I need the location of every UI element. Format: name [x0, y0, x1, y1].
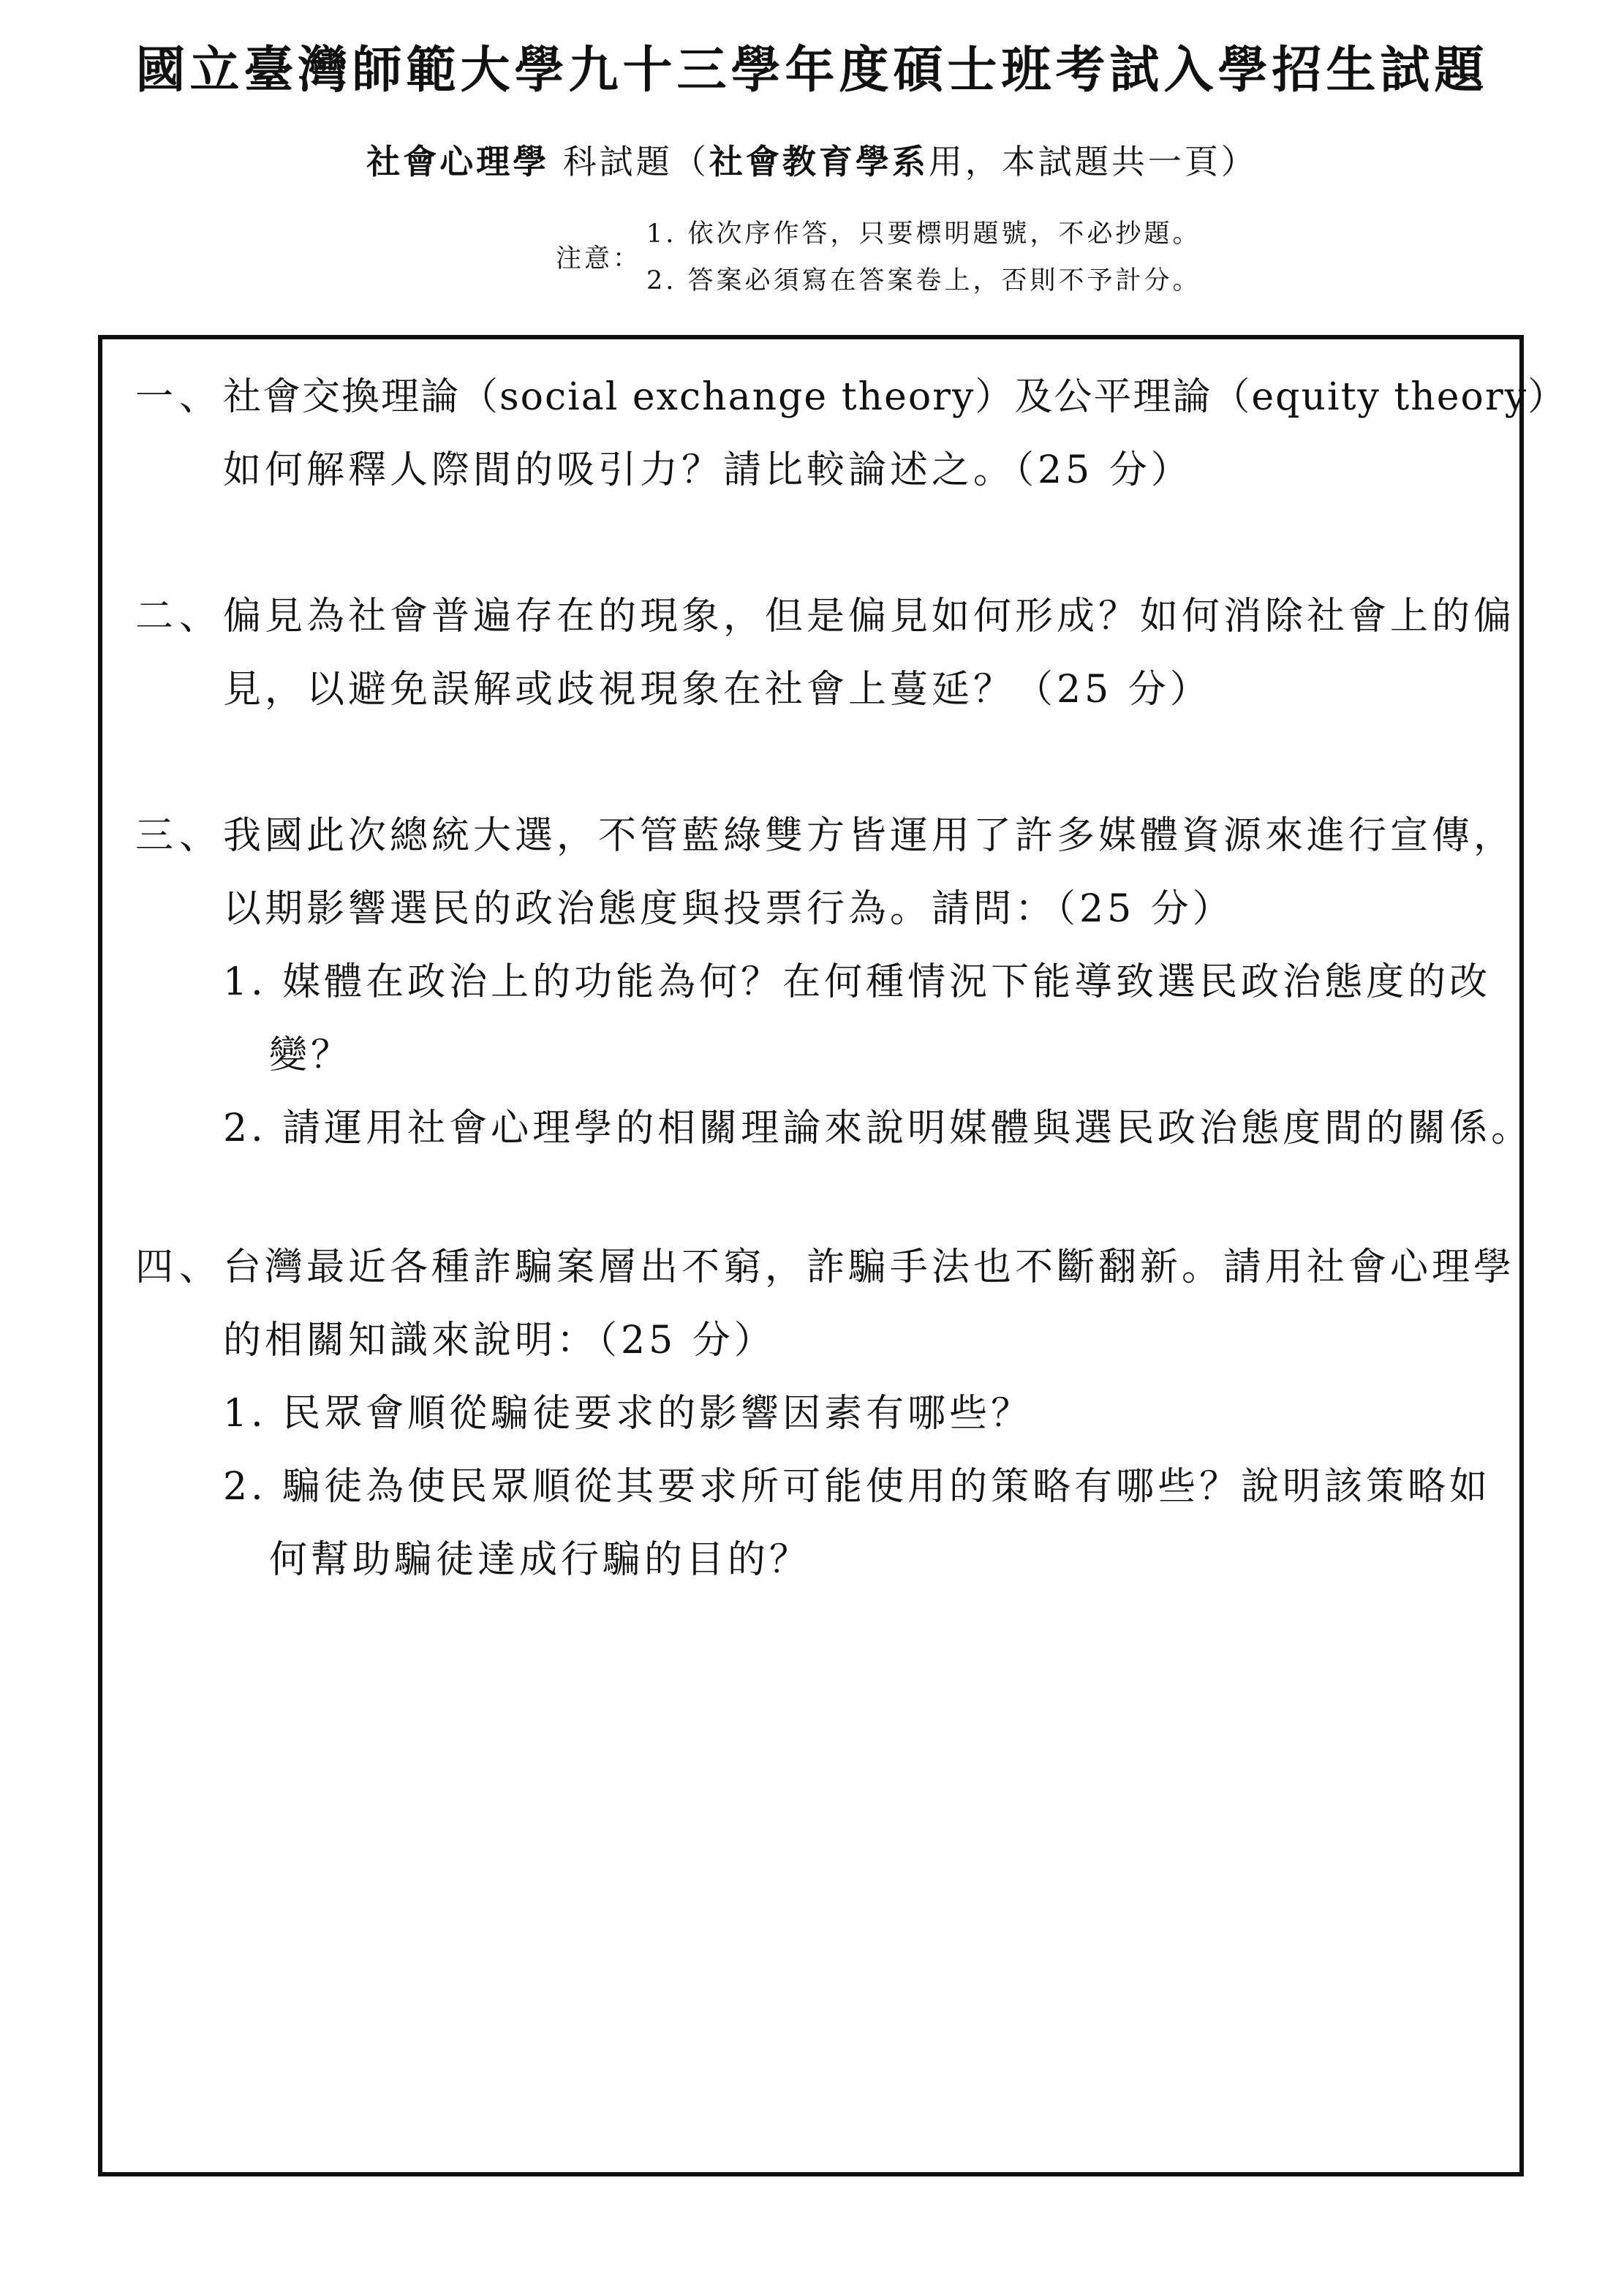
question-3-number: 三、: [135, 814, 224, 858]
question-1-line-1: 社會交換理論（social exchange theory）及公平理論（equity theory）: [223, 375, 1568, 419]
question-1-number: 一、: [135, 375, 224, 419]
question-4-subitem-2-line-1: 2. 騙徒為使民眾順從其要求所可能使用的策略有哪些？說明該策略如: [223, 1465, 1492, 1509]
department-name: 社會教育學系: [709, 142, 929, 181]
question-3-subitem-2-line-1: 2. 請運用社會心理學的相關理論來說明媒體與選民政治態度間的關係。: [223, 1107, 1533, 1150]
question-1-line-2: 如何解釋人際間的吸引力？請比較論述之。（25 分）: [223, 448, 1193, 492]
department-suffix: 用，本試題共一頁）: [928, 142, 1258, 181]
question-4-subitem-1-line-1: 1. 民眾會順從騙徒要求的影響因素有哪些？: [223, 1392, 1033, 1436]
question-3-line-1: 我國此次總統大選，不管藍綠雙方皆運用了許多媒體資源來進行宣傳，: [223, 814, 1516, 858]
exam-title: 國立臺灣師範大學九十三學年度碩士班考試入學招生試題: [135, 41, 1489, 99]
question-4-subitem-2-line-2: 何幫助騙徒達成行騙的目的？: [269, 1538, 812, 1582]
question-3-subitem-1-line-2: 變？: [269, 1033, 353, 1077]
notice-label: 注意：: [556, 244, 642, 274]
notice-item-2: 2. 答案必須寫在答案卷上，否則不予計分。: [646, 266, 1201, 295]
question-2-number: 二、: [135, 595, 224, 638]
exam-subtitle: [0, 135, 1624, 184]
subject-name: 社會心理學: [366, 142, 550, 181]
question-3-subitem-1-line-1: 1. 媒體在政治上的功能為何？在何種情況下能導致選民政治態度的改: [223, 960, 1492, 1004]
question-4-line-1: 台灣最近各種詐騙案層出不窮，詐騙手法也不斷翻新。請用社會心理學: [223, 1245, 1516, 1289]
question-2-line-2: 見，以避免誤解或歧視現象在社會上蔓延？（25 分）: [223, 668, 1212, 712]
question-4-number: 四、: [135, 1245, 224, 1289]
notice-item-1: 1. 依次序作答，只要標明題號，不必抄題。: [646, 219, 1201, 249]
question-3-line-2: 以期影響選民的政治態度與投票行為。請問：（25 分）: [223, 887, 1234, 931]
notice-items: [646, 211, 1201, 304]
question-2-line-1: 偏見為社會普遍存在的現象，但是偏見如何形成？如何消除社會上的偏: [223, 595, 1516, 638]
question-4-line-2: 的相關知識來說明：（25 分）: [223, 1319, 776, 1362]
subject-suffix: 科試題（: [549, 142, 709, 181]
